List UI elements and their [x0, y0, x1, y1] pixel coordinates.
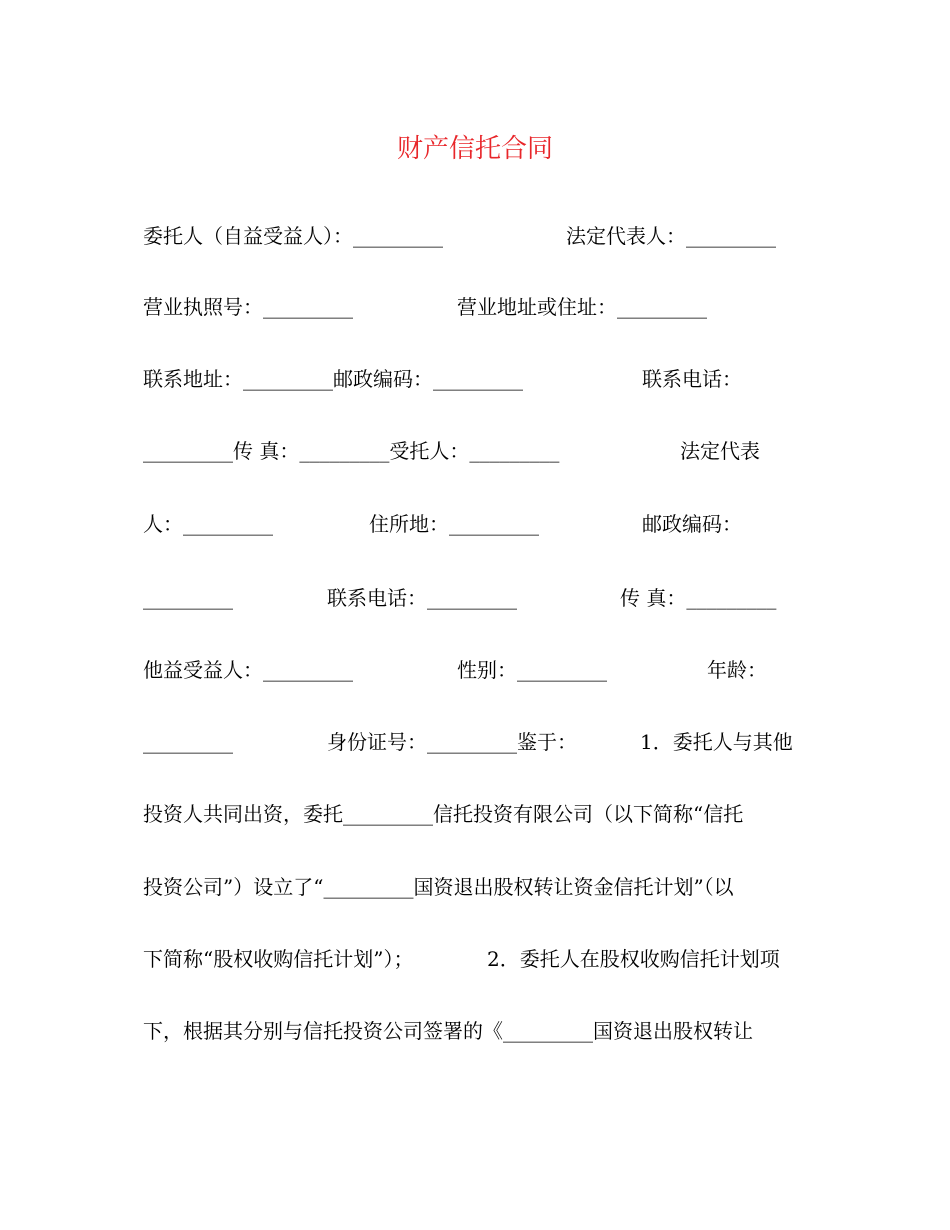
text-segment: 法定代表 [680, 439, 760, 463]
text-line-6 [143, 583, 813, 613]
text-segment: 邮政编码： [642, 512, 742, 536]
text-line-9 [143, 799, 813, 829]
text-line-2 [143, 292, 813, 322]
text-segment: 人：_________ [143, 512, 273, 536]
text-segment: 1．委托人与其他 [640, 730, 793, 754]
page-title: 财产信托合同 [396, 134, 553, 164]
text-segment: 住所地：_________ [369, 512, 539, 536]
text-segment: 投资公司”）设立了“_________国资退出股权转让资金信托计划”（以 [143, 875, 734, 899]
text-segment: 下，根据其分别与信托投资公司签署的《_________国资退出股权转让 [143, 1019, 753, 1043]
text-segment: 下简称“股权收购信托计划”）； [143, 947, 414, 971]
text-segment: 委托人（自益受益人）：_________ [143, 224, 443, 248]
text-segment: _________传 真：_________受托人：_________ [143, 439, 560, 463]
text-segment: _________ [143, 730, 233, 754]
text-line-8 [143, 727, 813, 757]
text-segment: 2．委托人在股权收购信托计划项 [487, 947, 780, 971]
text-line-10 [143, 872, 813, 902]
text-line-4 [143, 436, 813, 466]
text-segment: 联系电话： [642, 367, 742, 391]
text-line-12 [143, 1016, 813, 1046]
text-segment: 传 真：_________ [620, 586, 777, 610]
text-segment: 性别：_________ [457, 658, 607, 682]
text-segment: _________ [143, 586, 233, 610]
text-segment: 身份证号：_________鉴于： [327, 730, 577, 754]
text-line-5 [143, 509, 813, 539]
text-segment: 联系电话：_________ [327, 586, 517, 610]
text-segment: 营业地址或住址：_________ [457, 295, 707, 319]
text-segment: 年龄： [707, 658, 767, 682]
text-line-3 [143, 364, 813, 394]
text-segment: 营业执照号：_________ [143, 295, 353, 319]
text-segment: 法定代表人：_________ [566, 224, 776, 248]
text-line-7 [143, 655, 813, 685]
text-segment: 他益受益人：_________ [143, 658, 353, 682]
text-segment: 投资人共同出资，委托_________信托投资有限公司（以下简称“信托 [143, 802, 744, 826]
text-line-11 [143, 944, 813, 974]
text-segment: 联系地址：_________邮政编码：_________ [143, 367, 523, 391]
text-line-1 [143, 221, 813, 251]
